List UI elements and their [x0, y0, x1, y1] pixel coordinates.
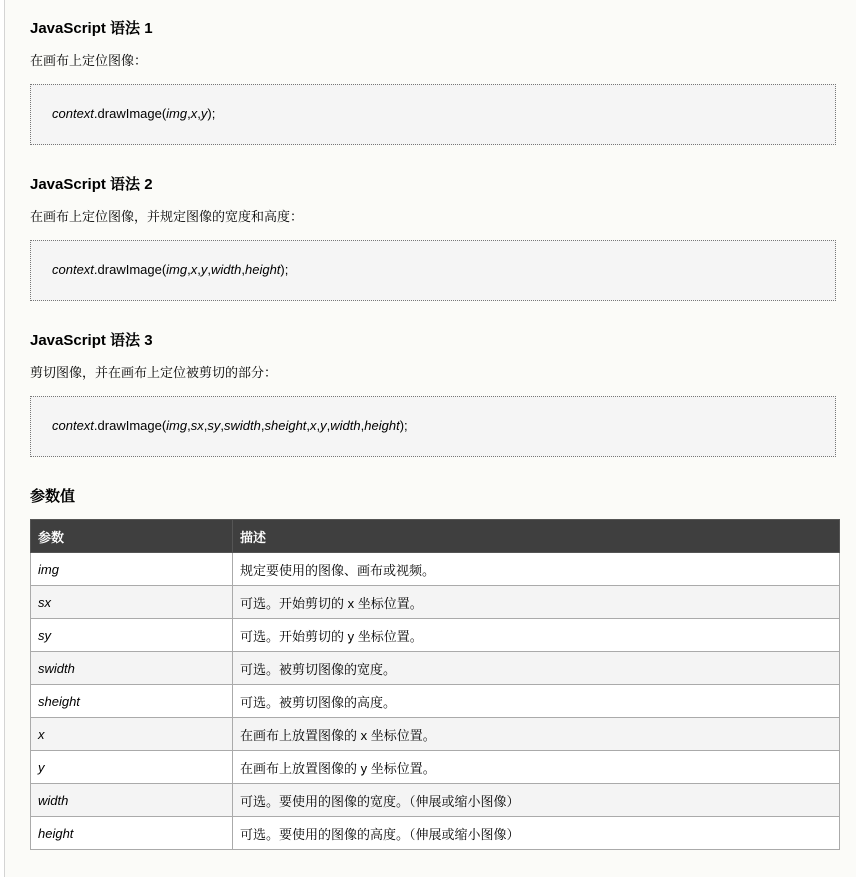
code-param: height [364, 418, 400, 433]
param-name: sy [31, 619, 233, 652]
param-description: 在画布上放置图像的 x 坐标位置。 [233, 718, 840, 751]
table-row [31, 718, 840, 751]
code-param: y [200, 262, 208, 277]
header-param: 参数 [31, 520, 233, 553]
code-end: ); [399, 418, 408, 433]
param-name: swidth [31, 652, 233, 685]
param-name: img [31, 553, 233, 586]
code-end: ); [280, 262, 289, 277]
table-row [31, 619, 840, 652]
code-param: sy [207, 418, 221, 433]
table-row [31, 553, 840, 586]
code-object: context [52, 418, 94, 433]
table-row [31, 652, 840, 685]
code-object: context [52, 262, 94, 277]
code-method: .drawImage( [93, 418, 167, 433]
table-row [31, 817, 840, 850]
table-row [31, 685, 840, 718]
param-name: y [31, 751, 233, 784]
param-name: x [31, 718, 233, 751]
syntax-3-description: 剪切图像，并在画布上定位被剪切的部分： [30, 365, 278, 380]
params-table [30, 519, 840, 850]
code-param: x [190, 262, 198, 277]
param-description: 可选。被剪切图像的高度。 [233, 685, 840, 718]
param-description: 规定要使用的图像、画布或视频。 [233, 553, 840, 586]
param-description: 可选。开始剪切的 y 坐标位置。 [233, 619, 840, 652]
code-param: height [244, 262, 281, 277]
code-method: .drawImage( [93, 262, 167, 277]
param-name: width [31, 784, 233, 817]
code-param: y [320, 418, 327, 433]
code-param: img [166, 418, 188, 433]
params-heading: 参数值 [30, 488, 76, 505]
code-object: context [52, 106, 94, 121]
code-param: width [211, 262, 242, 277]
syntax-2-code: context.drawImage(img,x,y,width,height); [30, 240, 836, 301]
code-param: sheight [264, 418, 307, 433]
param-description: 可选。被剪切图像的宽度。 [233, 652, 840, 685]
code-param: swidth [224, 418, 261, 433]
syntax-2-heading: JavaScript 语法 2 [30, 176, 153, 193]
code-param: x [190, 106, 198, 121]
syntax-1-code: context.drawImage(img,x,y); [30, 84, 836, 145]
syntax-3-heading: JavaScript 语法 3 [30, 332, 153, 349]
code-param: img [166, 106, 188, 121]
table-row [31, 784, 840, 817]
param-description: 在画布上放置图像的 y 坐标位置。 [233, 751, 840, 784]
param-name: sx [31, 586, 233, 619]
header-description: 描述 [233, 520, 840, 553]
page [4, 0, 856, 877]
param-name: sheight [31, 685, 233, 718]
code-param: img [166, 262, 188, 277]
code-param: y [200, 106, 208, 121]
code-end: ); [207, 106, 216, 121]
param-description: 可选。开始剪切的 x 坐标位置。 [233, 586, 840, 619]
syntax-1-description: 在画布上定位图像： [30, 53, 148, 68]
code-method: .drawImage( [93, 106, 167, 121]
code-param: x [310, 418, 317, 433]
code-param: width [330, 418, 361, 433]
param-name: height [31, 817, 233, 850]
table-row [31, 751, 840, 784]
table-row [31, 586, 840, 619]
syntax-3-code: context.drawImage(img,sx,sy,swidth,sheight,x,y,width,height); [30, 396, 836, 457]
code-param: sx [190, 418, 204, 433]
syntax-2-description: 在画布上定位图像，并规定图像的宽度和高度： [30, 209, 304, 224]
syntax-1-heading: JavaScript 语法 1 [30, 20, 153, 37]
param-description: 可选。要使用的图像的宽度。（伸展或缩小图像） [233, 784, 840, 817]
param-description: 可选。要使用的图像的高度。（伸展或缩小图像） [233, 817, 840, 850]
